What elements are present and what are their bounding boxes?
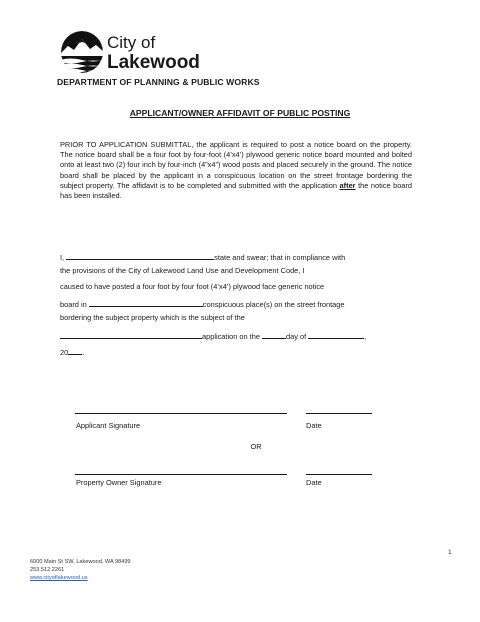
year-field[interactable]: [68, 345, 85, 357]
owner-date-line[interactable]: [306, 474, 372, 475]
page-number: 1: [448, 549, 452, 556]
footer-website-link[interactable]: www.cityoflakewood.us: [30, 575, 88, 581]
owner-date-label: Date: [306, 478, 322, 487]
intro-text-before: PRIOR TO APPLICATION SUBMITTAL, the applicant is required to post a notice board on the property. The notice board shall be a four foot by four-foot (4’x4’) plywood generic notice board mounted and bolted onto at least two (2) four inch by four-inch (4”x4”) wood posts and placed securely in the ground. The notice board shall be placed by the applicant in a conspicuous location on the street frontage bordering the subject property. The affidavit is to be completed and submitted with the application: [60, 140, 412, 190]
applicant-signature-line[interactable]: [75, 413, 287, 414]
line7-prefix: 20: [60, 348, 69, 357]
line1-prefix: I,: [60, 253, 65, 262]
line6-end: ,: [364, 332, 367, 341]
affidavit-line-6: [60, 329, 366, 341]
or-separator: OR: [250, 442, 262, 451]
intro-paragraph: [60, 140, 412, 201]
applicant-date-label: Date: [306, 421, 322, 430]
owner-signature-line[interactable]: [75, 474, 287, 475]
applicant-signature-label: Applicant Signature: [76, 421, 141, 430]
affidavit-line-4: [60, 297, 345, 309]
line4-suffix: conspicuous place(s) on the street frontage: [202, 300, 345, 309]
intro-text-after: the notice board has been installed.: [60, 180, 412, 201]
affidavit-line-7: [60, 345, 84, 357]
line6-mid: application on the: [202, 332, 260, 341]
day-field[interactable]: [262, 329, 286, 339]
name-field[interactable]: [66, 250, 214, 260]
affidavit-line-2: the provisions of the City of Lakewood Land Use and Development Code, I: [60, 266, 305, 275]
affidavit-line-5: bordering the subject property which is the subject of the: [60, 313, 245, 322]
document-title: APPLICANT/OWNER AFFIDAVIT OF PUBLIC POSTING: [129, 108, 351, 118]
line7-end: .: [82, 348, 85, 357]
month-field[interactable]: [308, 329, 367, 341]
line6-day: day of: [286, 332, 307, 341]
intro-emphasis: after: [339, 180, 356, 190]
line1-suffix: state and swear; that in compliance with: [214, 253, 346, 262]
logo-city-of: City of: [107, 33, 156, 52]
applicant-date-line[interactable]: [306, 413, 372, 414]
number-of-places-field[interactable]: [89, 297, 203, 307]
line4-prefix: board in: [60, 300, 87, 309]
logo-city-name: Lakewood: [107, 52, 200, 73]
affidavit-line-3: caused to have posted a four foot by four foot (4’x4’) plywood face generic notice: [60, 282, 325, 291]
footer-phone: 253.512.2261: [30, 567, 65, 573]
owner-signature-label: Property Owner Signature: [76, 478, 162, 487]
affidavit-line-1: [60, 250, 345, 262]
city-logo-icon: [60, 30, 104, 74]
department-heading: DEPARTMENT OF PLANNING & PUBLIC WORKS: [57, 77, 260, 87]
application-type-field[interactable]: [60, 329, 202, 339]
footer-address: 6000 Main St SW, Lakewood, WA 98499: [30, 559, 131, 565]
